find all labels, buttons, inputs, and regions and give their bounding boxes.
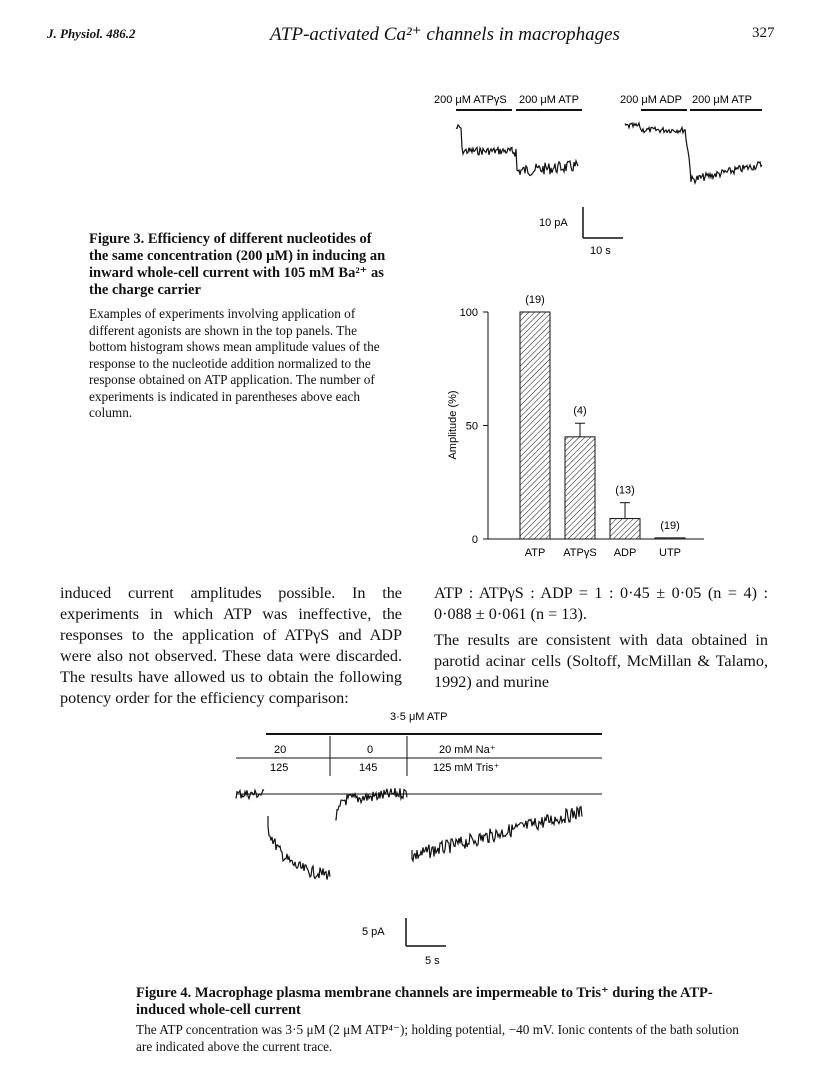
figure4-caption-title: Figure 4. Macrophage plasma membrane channels are impermeable to Tris⁺ during the ATP-induced whole-cell current — [136, 985, 713, 1018]
count-label-2: (13) — [615, 484, 635, 497]
trace-label-atpgs: 200 μM ATPγS — [434, 94, 507, 106]
na-value-1: 20 — [274, 744, 287, 756]
trace-label-atp-1: 200 μM ATP — [519, 94, 579, 106]
figure3-caption-body: Examples of experiments involving application of different agonists are shown in the top panels. The bottom histogram shows mean amplitude values of the response to the nucleotide addition normalized to the response obtained on ATP application. The number of experiments is indicated in parentheses above each column. — [89, 306, 380, 420]
y-tick-label: 100 — [459, 307, 478, 319]
count-label-3: (19) — [660, 519, 680, 532]
scale-label-current: 10 pA — [539, 217, 568, 229]
running-title: ATP-activated Ca²⁺ channels in macrophages — [270, 24, 620, 45]
bar-1 — [565, 437, 595, 539]
scale-label-time-4: 5 s — [425, 955, 440, 967]
tris-value-2: 145 — [359, 762, 378, 774]
y-tick-label: 50 — [465, 420, 478, 433]
y-axis-label: Amplitude (%) — [447, 390, 459, 460]
bar-3 — [655, 538, 685, 539]
na-label: 20 mM Na⁺ — [439, 744, 496, 756]
bar-0 — [520, 312, 550, 539]
tris-value-1: 125 — [270, 762, 289, 774]
figure4-caption — [136, 985, 756, 1055]
body-right-paragraph: The results are consistent with data obtained in parotid acinar cells (Soltoff, McMillan & Talamo, 1992) and murine — [434, 631, 768, 691]
category-label-2: ADP — [613, 547, 637, 559]
atp-concentration-label: 3·5 μM ATP — [390, 711, 448, 723]
body-left-paragraph: induced current amplitudes possible. In the experiments in which ATP was ineffective, the responses to the application of ATPγS and ADP were also not observed. These data were discarded. The results have allowed us to obtain the following potency order for the efficiency comparison: — [60, 584, 402, 707]
bar-2 — [610, 519, 640, 539]
tris-label: 125 mM Tris⁺ — [433, 762, 500, 774]
na-value-2: 0 — [367, 744, 374, 756]
y-tick-label: 0 — [471, 534, 478, 546]
trace-adp-atp — [625, 123, 762, 183]
current-trace — [236, 788, 582, 880]
figure4-trace — [220, 708, 620, 978]
figure3-caption-title: Figure 3. Efficiency of different nucleotides of the same concentration (200 μM) in inducing an inward whole-cell current with 105 mM Ba²⁺ as the charge carrier — [89, 231, 386, 298]
category-label-1: ATPγS — [563, 547, 597, 559]
trace-atpgs-atp — [456, 125, 578, 176]
figure4-caption-body: The ATP concentration was 3·5 μM (2 μM ATP⁴⁻); holding potential, −40 mV. Ionic contents of the bath solution are indicated above the current trace. — [136, 1022, 739, 1054]
category-label-0: ATP — [524, 547, 546, 559]
figure3-caption — [89, 231, 389, 422]
figure3-bar-chart — [420, 285, 730, 565]
trace-label-adp: 200 μM ADP — [620, 94, 682, 106]
trace-label-atp-2: 200 μM ATP — [692, 94, 752, 106]
scale-label-time: 10 s — [590, 245, 611, 257]
category-label-3: UTP — [659, 547, 681, 559]
count-label-0: (19) — [525, 294, 545, 306]
scale-label-current-4: 5 pA — [362, 926, 385, 938]
page-number: 327 — [752, 25, 775, 41]
figure3-traces — [420, 88, 790, 268]
body-equation: ATP : ATPγS : ADP = 1 : 0·45 ± 0·05 (n = 4) : 0·088 ± 0·061 (n = 13). — [434, 584, 768, 623]
count-label-1: (4) — [573, 405, 587, 418]
journal-reference: J. Physiol. 486.2 — [47, 26, 136, 41]
